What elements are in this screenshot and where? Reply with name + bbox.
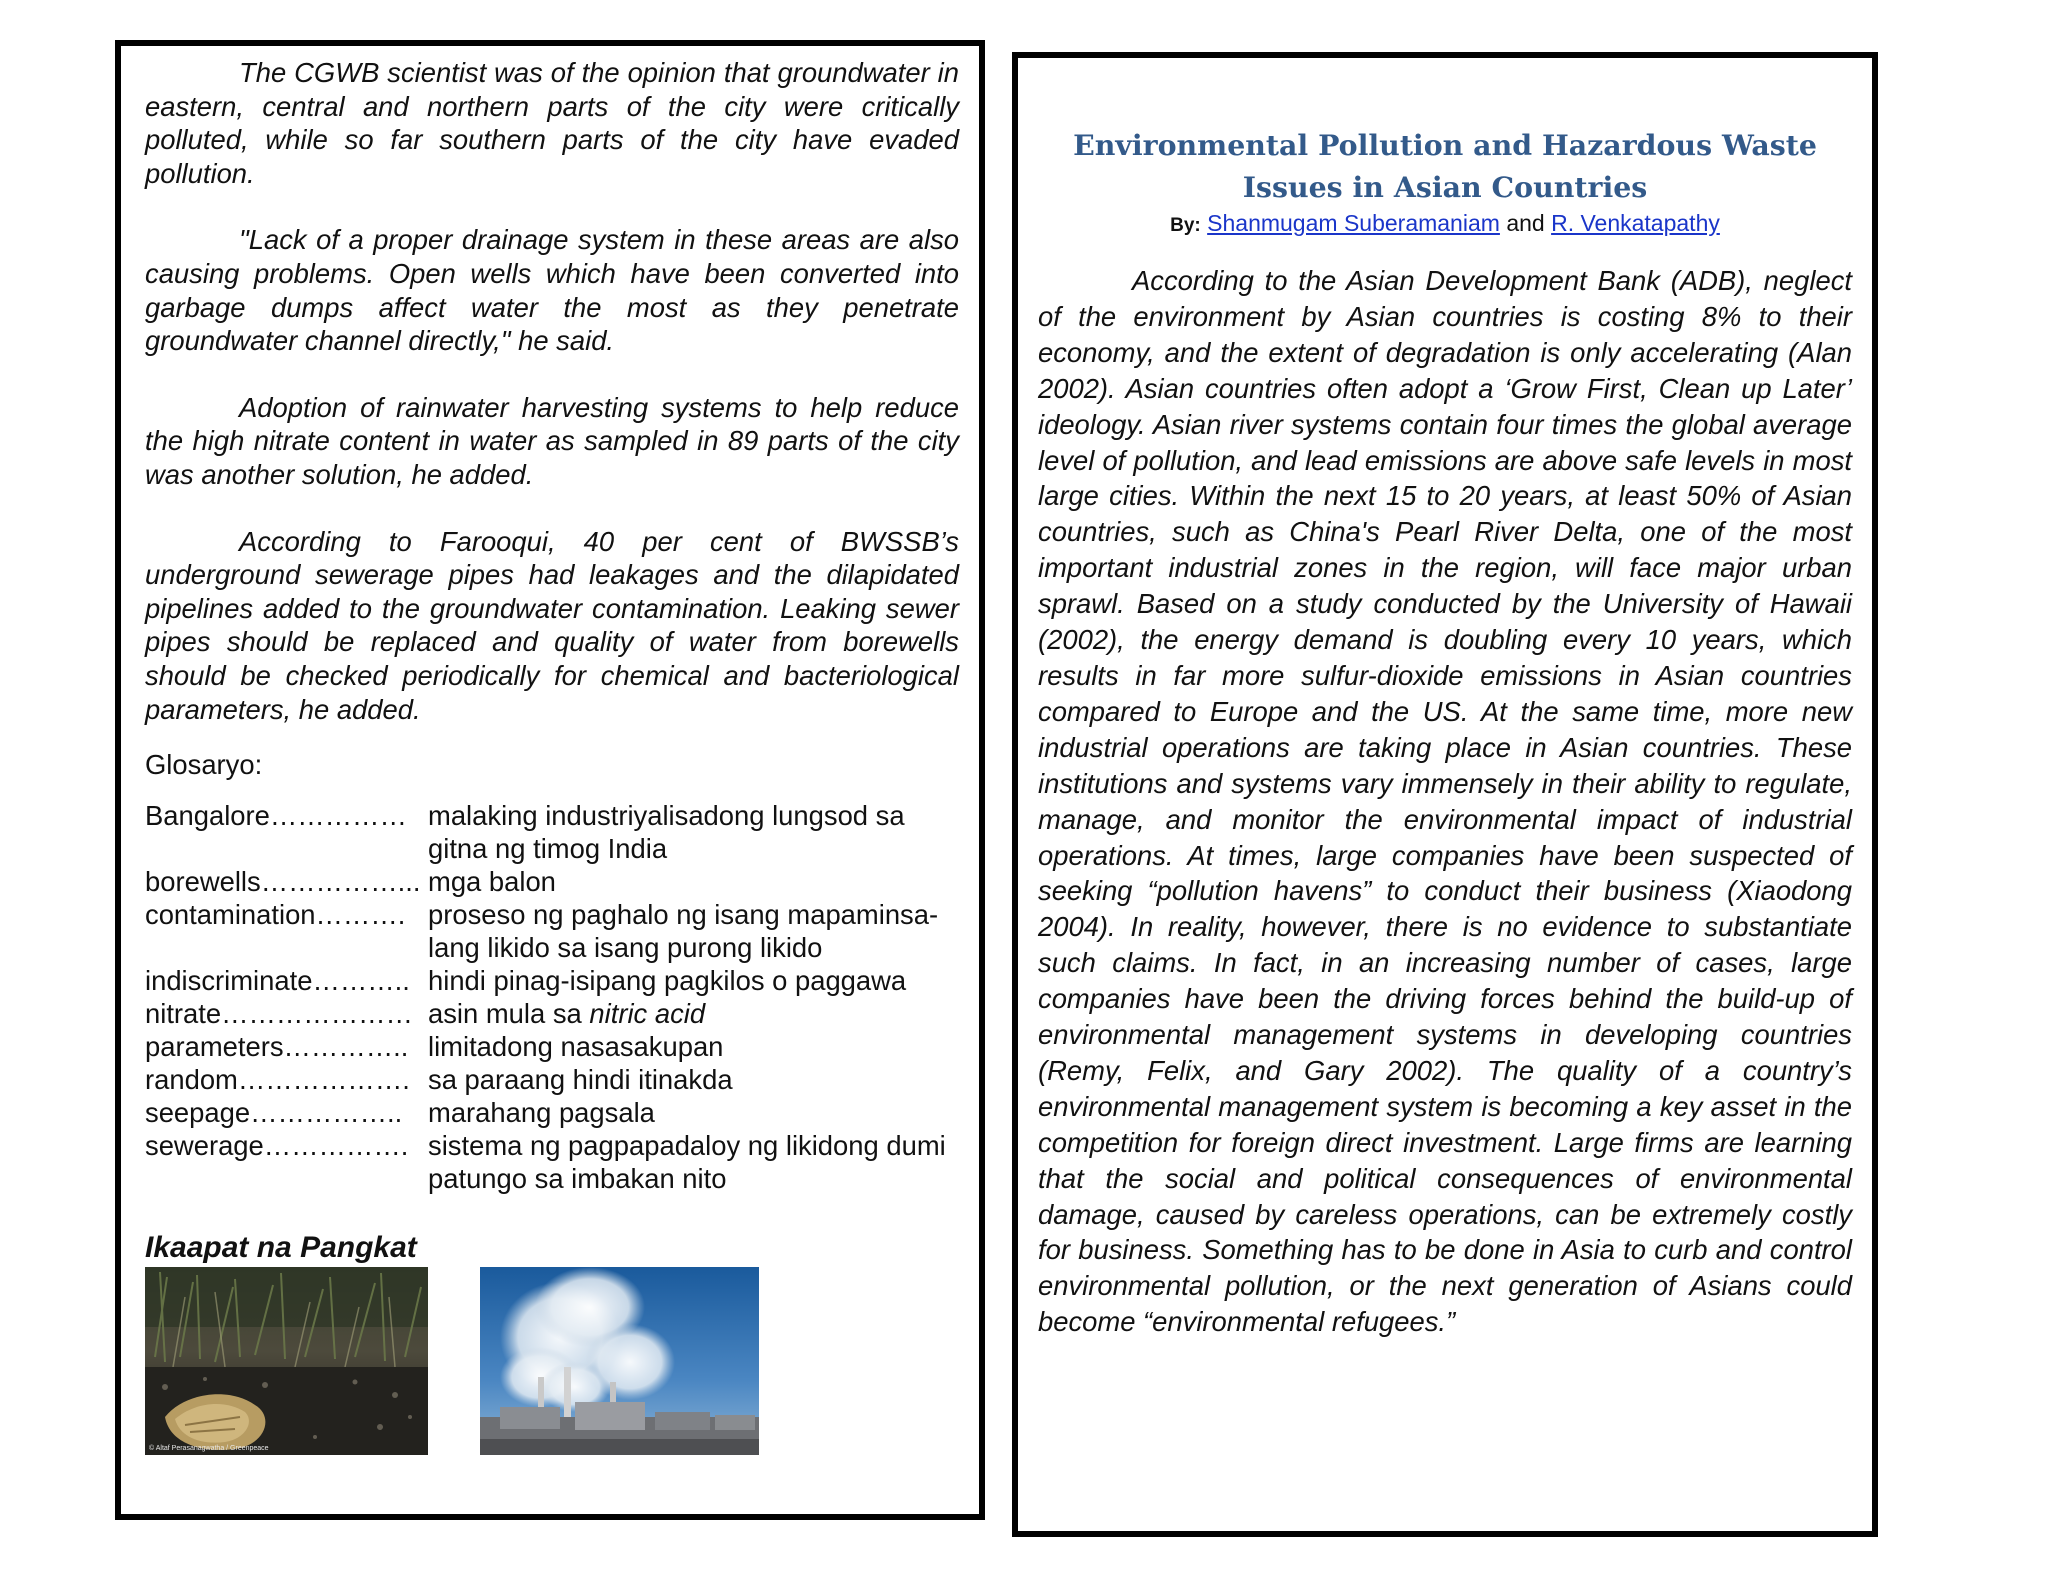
byline-and: and bbox=[1506, 210, 1545, 236]
glossary-term: random………………. bbox=[145, 1063, 410, 1095]
photo-strip bbox=[145, 1267, 959, 1457]
polluted-swamp-photo bbox=[145, 1267, 428, 1455]
factory-smoke-photo bbox=[480, 1267, 759, 1455]
glossary-definition: sistema ng pagpapadaloy ng likidong dumi patungo sa imbakan nito bbox=[428, 1129, 946, 1194]
glossary-list bbox=[145, 799, 959, 1195]
glossary-term: indiscriminate……….. bbox=[145, 964, 410, 996]
glossary-term: nitrate………………… bbox=[145, 997, 413, 1029]
author-link-shanmugam[interactable]: Shanmugam Suberamaniam bbox=[1207, 210, 1500, 236]
glossary-entry bbox=[145, 997, 959, 1030]
article-title: Environmental Pollution and Hazardous Waste Issues in Asian Countries bbox=[1073, 128, 1817, 204]
paragraph-drainage-quote: "Lack of a proper drainage system in these areas are also causing problems. Open wells which have been converted into garbage dumps affect water the most as they penetrate groundwater channel directly," he said. bbox=[145, 224, 959, 357]
glossary-definition: limitadong nasasakupan bbox=[428, 1030, 724, 1062]
glossary-entry bbox=[145, 799, 959, 865]
glossary-definition bbox=[428, 997, 959, 1030]
byline-label: By: bbox=[1170, 215, 1201, 236]
glossary-definition: malaking industriyalisadong lungsod sa gitna ng timog India bbox=[428, 799, 905, 864]
glossary-term: Bangalore…………… bbox=[145, 799, 407, 831]
left-article-panel bbox=[115, 40, 985, 1520]
group-heading: Ikaapat na Pangkat bbox=[145, 1230, 417, 1264]
glossary-definition-italic: nitric acid bbox=[589, 997, 706, 1029]
glossary-term: borewells……………... bbox=[145, 865, 421, 897]
right-article-panel bbox=[1012, 52, 1878, 1537]
glossary-entry bbox=[145, 964, 959, 997]
factory-smoke-image bbox=[480, 1267, 759, 1455]
glossary-entry bbox=[145, 865, 959, 898]
glossary-term: seepage…………….. bbox=[145, 1096, 403, 1128]
paragraph-cgwb-opinion: The CGWB scientist was of the opinion that groundwater in eastern, central and northern parts of the city were critically polluted, while so far southern parts of the city have evaded pollution. bbox=[145, 57, 959, 189]
glossary-entry bbox=[145, 1129, 959, 1195]
author-link-venkatapathy[interactable]: R. Venkatapathy bbox=[1551, 210, 1720, 236]
glossary-entry bbox=[145, 898, 959, 964]
glossary-term: sewerage……………. bbox=[145, 1129, 409, 1161]
glossary-entry bbox=[145, 1063, 959, 1096]
glossary-definition: marahang pagsala bbox=[428, 1096, 655, 1128]
glossary-definition: proseso ng paghalo ng isang mapaminsa-lang likido sa isang purong likido bbox=[428, 898, 939, 963]
paragraph-sewerage-leakage: According to Farooqui, 40 per cent of BWSSB’s underground sewerage pipes had leakages and the dilapidated pipelines added to the groundwater contamination. Leaking sewer pipes should be replaced and quality of water from borewells should be checked periodically for chemical and bacteriological parameters, he added. bbox=[145, 525, 959, 725]
glossary-entry bbox=[145, 1030, 959, 1063]
paragraph-rainwater-harvesting: Adoption of rainwater harvesting systems to help reduce the high nitrate content in water as sampled in 89 parts of the city was another solution, he added. bbox=[145, 391, 959, 490]
glossary-definition: mga balon bbox=[428, 865, 556, 897]
glossary-entry bbox=[145, 1096, 959, 1129]
glossary-term: contamination………. bbox=[145, 898, 406, 930]
article-body: According to the Asian Development Bank (ADB), neglect of the environment by Asian countries is costing 8% to their economy, and the extent of degradation is only accelerating (Alan 2002). Asian countries often adopt a ‘Grow First, Clean up Later’ ideology. Asian river systems contain four times the global average level of pollution, and lead emissions are above safe levels in most large cities. Within the next 15 to 20 years, at least 50% of Asian countries, such as China's Pearl River Delta, one of the most important industrial zones in the region, will face major urban sprawl. Based on a study conducted by the University of Hawaii (2002), the energy demand is doubling every 10 years, which results in far more sulfur-dioxide emissions in Asian countries compared to Europe and the US. At the same time, more new industrial operations are taking place in Asian countries. These institutions and systems vary immensely in their ability to regulate, manage, and monitor the environmental impact of industrial operations. At times, large companies have been suspected of seeking “pollution havens” to conduct their business (Xiaodong 2004). In reality, however, there is no evidence to substantiate such claims. In fact, in an increasing number of cases, large companies have been the driving forces behind the build-up of environmental management systems in developing countries (Remy, Felix, and Gary 2002). The quality of a country’s environmental management system is becoming a key asset in the competition for foreign direct investment. Large firms are learning that the social and political consequences of environmental damage, caused by careless operations, can be extremely costly for business. Something has to be done in Asia to curb and control environmental pollution, or the next generation of Asians could become “environmental refugees.” bbox=[1038, 265, 1852, 1338]
byline bbox=[1038, 208, 1852, 241]
glossary-term: parameters………….. bbox=[145, 1030, 409, 1062]
glossary-definition: sa paraang hindi itinakda bbox=[428, 1063, 733, 1095]
glossary-title: Glosaryo: bbox=[145, 749, 263, 781]
polluted-swamp-image bbox=[145, 1267, 428, 1455]
photo-credit: © Altaf Perasanagwatha / Greenpeace bbox=[149, 1444, 269, 1452]
glossary-definition: hindi pinag-isipang pagkilos o paggawa bbox=[428, 964, 907, 996]
glossary-definition-text: asin mula sa bbox=[428, 997, 582, 1029]
